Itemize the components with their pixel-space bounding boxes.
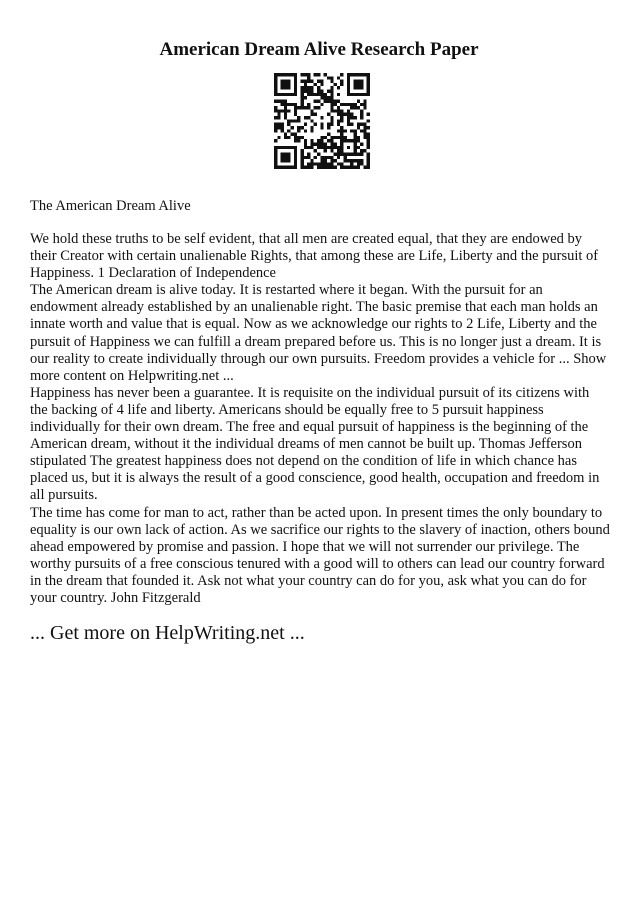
page-title: American Dream Alive Research Paper — [159, 39, 479, 60]
document-subtitle: The American Dream Alive — [30, 198, 191, 214]
paragraph: Happiness has never been a guarantee. It is requisite on the individual pursuit of its citizens with the backing of 4 life and liberty. Americans should be equally free to 5 pursuit happiness individually for their own dream. The free and equal pursuit of happiness is the beginning of the American dream, without it the individual dreams of men cannot be built up. Thomas Jefferson stipulated The greatest happiness does not depend on the condition of life in which chance has placed us, but it is always the result of a good conscience, good health, occupation and freedom in all pursuits. — [30, 384, 600, 504]
paragraph: The time has come for man to act, rather than be acted upon. In present times the only boundary to equality is our own lack of action. As we sacrifice our rights to the slavery of inaction, others bound ahead empowered by promise and passion. I hope that we will not surrender our privilege. The worthy pursuits of a free conscious tenured with a good will to others can lead our country forward in the dream that founded it. Ask not what your country can do for you, ask what you can do for your country. John Fitzgerald — [30, 504, 610, 606]
get-more-link[interactable]: ... Get more on HelpWriting.net ... — [30, 622, 305, 644]
paragraph: We hold these truths to be self evident, that all men are created equal, that they are endowed by their Creator with certain unalienable Rights, that among these are Life, Liberty and the pursuit of Happiness. 1 Declaration of Independence — [30, 231, 599, 282]
paragraph: The American dream is alive today. It is restarted where it began. With the pursuit for an endowment already established by an unalienable right. The basic premise that each man holds an innate worth and value that is equal. Now as we acknowledge our rights to 2 Life, Liberty and the pursuit of Happiness we can fulfill a dream prepared before us. This is no longer just a dream. It is our reality to create individually through our own pursuits. Freedom provides a vehicle for ... Show more content on Helpwriting.net ... — [30, 282, 607, 384]
document-body — [30, 231, 610, 607]
qr-code-icon[interactable] — [274, 73, 370, 169]
